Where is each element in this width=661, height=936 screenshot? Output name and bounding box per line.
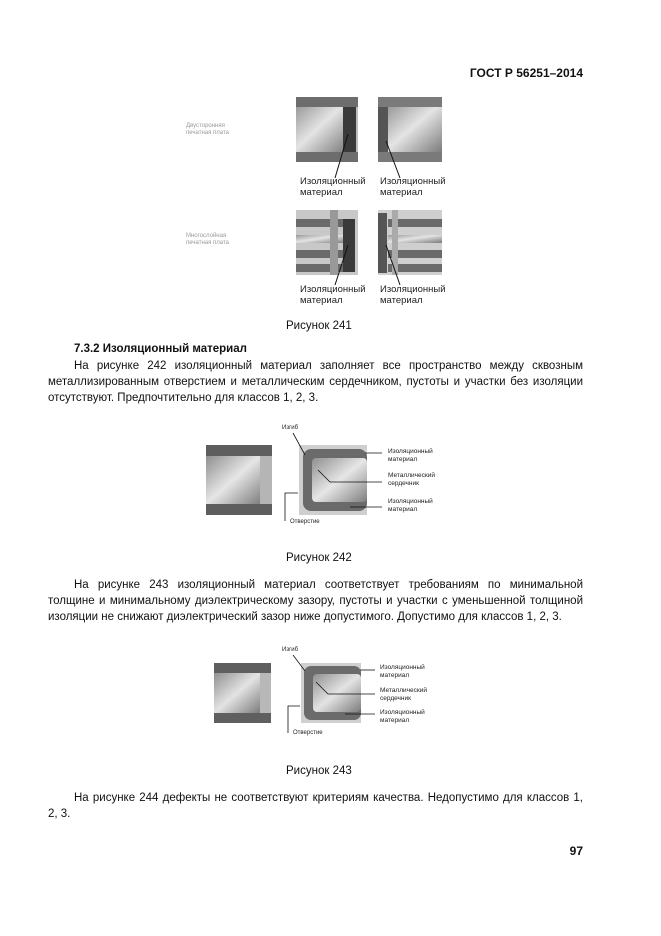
fig243-metal-core: Металлический сердечник	[380, 687, 427, 702]
callout-insulation-c: Изоляционный материал	[300, 284, 366, 306]
fig243-insulation-bottom: Изоляционный материал	[380, 709, 425, 724]
figure-242-caption: Рисунок 242	[286, 552, 352, 564]
fig243-insulation-top: Изоляционный материал	[380, 664, 425, 679]
callout-insulation-d: Изоляционный материал	[380, 284, 446, 306]
document-code: ГОСТ Р 56251–2014	[469, 66, 583, 80]
callout-insulation-b: Изоляционный материал	[380, 176, 446, 198]
paragraph-3: На рисунке 244 дефекты не соответствуют критериям качества. Недопустимо для классов 1, 2, 3.	[48, 792, 583, 820]
paragraph-2: На рисунке 243 изоляционный материал соответствует требованиям по минимальной толщине и минимальному диэлектрическому зазору, пустоты и участки с уменьшенной толщиной изоляции не снижают диэлектрический зазор ниже допустимого. Допустимо для классов 1, 2, 3.	[48, 579, 583, 623]
page-number: 97	[569, 844, 583, 858]
figure-241-caption: Рисунок 241	[286, 320, 352, 332]
fig242-hole-label: Отверстие	[290, 519, 320, 525]
fig243-bend-label: Изгиб	[282, 647, 299, 653]
figure-243-caption: Рисунок 243	[286, 765, 352, 777]
fig243-left-part	[214, 663, 271, 723]
section-title: 7.3.2 Изоляционный материал	[74, 343, 247, 355]
fig242-insulation-bottom: Изоляционный материал	[388, 498, 433, 513]
fig242-insulation-top: Изоляционный материал	[388, 448, 433, 463]
fig243-hole-label: Отверстие	[293, 730, 323, 736]
callout-insulation-a: Изоляционный материал	[300, 176, 366, 198]
fig242-bend-label: Изгиб	[282, 425, 299, 431]
paragraph-1: На рисунке 242 изоляционный материал заполняет все пространство между сквозным металлизированным отверстием и металлическим сердечником, пустоты и участки без изоляции отсутствуют. Предпочтительно для классов 1, 2, 3.	[48, 360, 583, 404]
row1-label: Двусторонняя печатная плата	[186, 123, 230, 136]
row2-label: Многослойная печатная плата	[186, 233, 230, 246]
fig242-metal-core: Металлический сердечник	[388, 472, 435, 487]
